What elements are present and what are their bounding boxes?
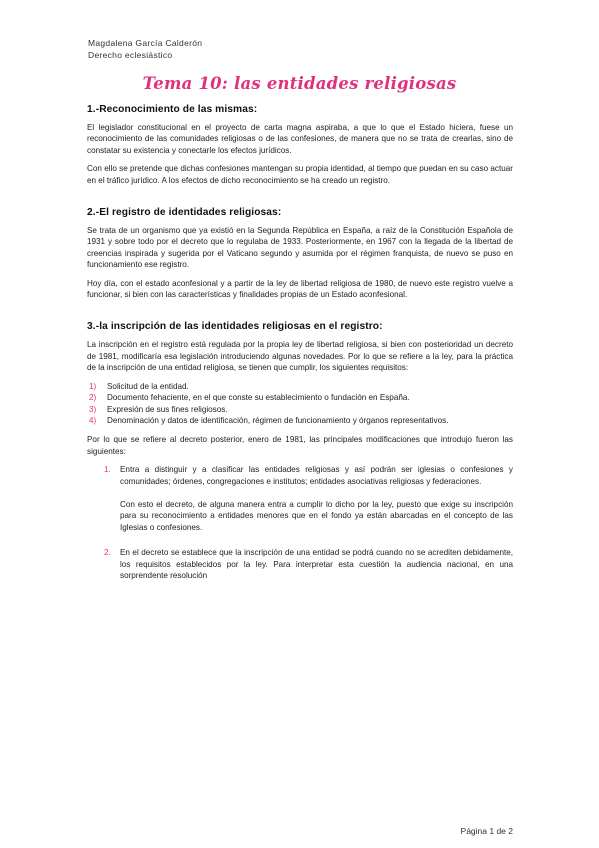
- requirements-list: [87, 381, 513, 427]
- page-number: Página 1 de 2: [460, 826, 513, 836]
- list-text: Solicitud de la entidad.: [107, 381, 189, 391]
- list-item: [87, 392, 513, 403]
- modifications-list-continued: [87, 547, 513, 581]
- list-number: 2): [89, 393, 97, 403]
- list-text: Expresión de sus fines religiosos.: [107, 404, 228, 414]
- list-text: Entra a distinguir y a clasificar las entidades religiosas y así podrán ser iglesias o confesiones y comunidades; órdenes, congregaciones e institutos; entidades asociativas religiosas y federaciones.: [120, 465, 513, 486]
- list-number: 3): [89, 404, 97, 414]
- list-text: Documento fehaciente, en el que conste su establecimiento o fundación en España.: [107, 393, 410, 403]
- list-item: [87, 415, 513, 426]
- paragraph: La inscripción en el registro está regulada por la propia ley de libertad religiosa, si bien con posterioridad un decreto de 1981, modificaría esa legislación introduciendo algunas novedades. Por lo que se refiere a la ley, para la práctica de la inscripción de una entidad religiosa, se tienen que cumplir, los siguientes requisitos:: [87, 340, 513, 373]
- list-number: 2.: [104, 548, 111, 558]
- list-item: [87, 547, 513, 581]
- section-recognition: [87, 104, 513, 186]
- section-heading: 3.-la inscripción de las identidades religiosas en el registro:: [87, 321, 383, 333]
- list-text: En el decreto se establece que la inscripción de una entidad se podrá cuando no se acrediten debidamente, los requisitos establecidos por la ley. Para interpretar esta cuestión la audiencia nacional, en una sorprendente resolución: [120, 548, 513, 580]
- list-number: 4): [89, 415, 97, 425]
- page-header: [88, 37, 202, 61]
- author-name: Magdalena García Calderón: [88, 38, 203, 48]
- list-number: 1.: [104, 465, 111, 475]
- list-item: [87, 404, 513, 415]
- section-inscription: [87, 321, 513, 581]
- paragraph: El legislador constitucional en el proyecto de carta magna aspiraba, a que lo que el Estado hiciera, fuese un reconocimiento de las comunidades religiosas o de las confesiones, de manera que no se trata de crearlas, sino de constatar su existencia y conectarle los efectos jurídicos.: [87, 123, 513, 155]
- subject-name: Derecho eclesiástico: [88, 50, 173, 60]
- list-item: [87, 464, 513, 487]
- document-body: [87, 104, 513, 602]
- section-heading: 1.-Reconocimiento de las mismas:: [87, 104, 258, 115]
- section-registry: [87, 207, 513, 300]
- paragraph: Hoy día, con el estado aconfesional y a partir de la ley de libertad religiosa de 1980, de nuevo este registro vuelve a funcionar, si bien con las características y finalidades propias de un Estado aconfesional.: [87, 278, 513, 300]
- paragraph-indented: Con esto el decreto, de alguna manera entra a cumplir lo dicho por la ley, puesto que exige su inscripción para su reconocimiento a entidades menores que en el fondo ya están abarcadas en el concepto de las Iglesias o confesiones.: [120, 499, 513, 532]
- list-item: [87, 381, 513, 392]
- paragraph: Por lo que se refiere al decreto posterior, enero de 1981, las principales modificaciones que introdujo fueron las siguientes:: [87, 435, 513, 456]
- page-title: Tema 10: las entidades religiosas: [142, 74, 457, 93]
- list-text: Denominación y datos de identificación, régimen de funcionamiento y órganos representativos.: [107, 415, 449, 425]
- list-number: 1): [89, 381, 97, 391]
- paragraph: Se trata de un organismo que ya existió en la Segunda República en España, a raíz de la Constitución Española de 1931 y sobre todo por el decreto que lo regulaba de 1933. Posteriormente, en 1967 con la llegada de la libertad de creencias inspirada y sugerida por el Vaticano segundo y asumida por el régimen franquista, de nuevo se puso en funcionamiento ese registro.: [87, 226, 513, 270]
- section-heading: 2.-El registro de identidades religiosas:: [87, 207, 282, 219]
- modifications-list: [87, 464, 513, 487]
- paragraph: Con ello se pretende que dichas confesiones mantengan su propia identidad, al tiempo que puedan en su caso actuar en el tráfico jurídico. A los efectos de dicho reconocimiento se ha creado un registro.: [87, 164, 513, 185]
